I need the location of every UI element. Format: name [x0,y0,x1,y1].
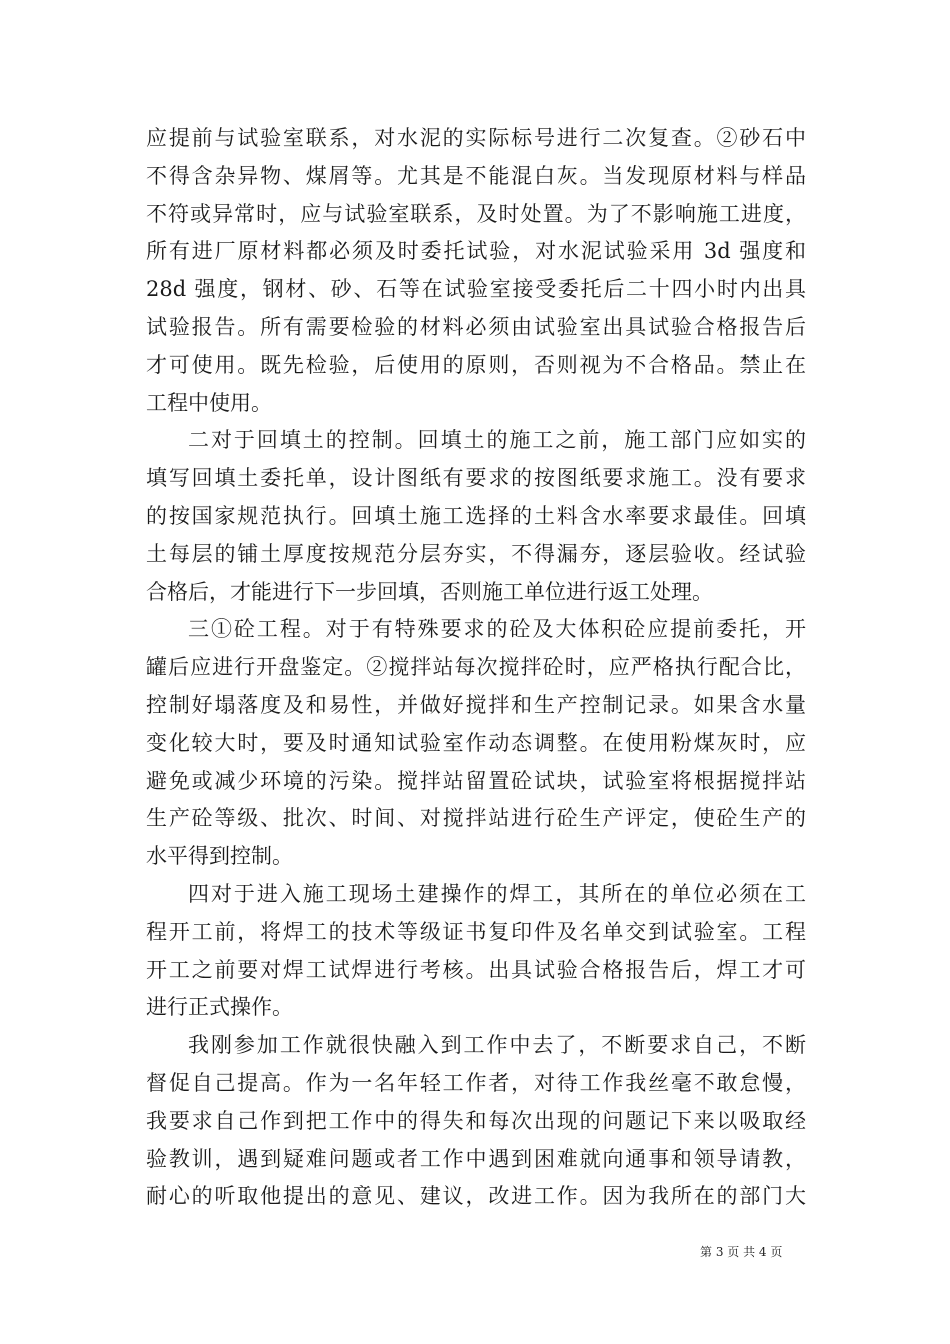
text-line: 水平得到控制。 [146,844,293,869]
page-number-footer: 第 3 页 共 4 页 [700,1245,783,1259]
text-line: 应提前与试验室联系，对水泥的实际标号进行二次复查。②砂石中 [146,126,806,150]
text-line: 我刚参加工作就很快融入到工作中去了，不断要求自己，不断 [188,1033,806,1058]
paragraph-5 [146,1027,806,1216]
text-line: 控制好塌落度及和易性，并做好搅拌和生产控制记录。如果含水量 [146,692,806,717]
text-line: 28d 强度，钢材、砂、石等在试验室接受委托后二十四小时内出具 [146,277,806,302]
text-line: 二对于回填土的控制。回填土的施工之前，施工部门应如实的 [188,428,806,453]
text-line: 我要求自己作到把工作中的得失和每次出现的问题记下来以吸取经 [146,1108,806,1133]
text-line: 的按国家规范执行。回填土施工选择的土料含水率要求最佳。回填 [146,503,806,528]
text-line: 合格后，才能进行下一步回填，否则施工单位进行返工处理。 [146,579,713,604]
text-line: 进行正式操作。 [146,995,293,1020]
paragraph-2 [146,422,806,611]
text-line: 工程中使用。 [146,390,272,415]
text-line: 开工之前要对焊工试焊进行考核。出具试验合格报告后，焊工才可 [146,957,806,982]
text-line: 不符或异常时，应与试验室联系，及时处置。为了不影响施工进度， [146,201,806,226]
text-line: 避免或减少环境的污染。搅拌站留置砼试块，试验室将根据搅拌站 [146,768,806,793]
text-line: 督促自己提高。作为一名年轻工作者，对待工作我丝毫不敢怠慢， [146,1070,806,1095]
text-line: 三①砼工程。对于有特殊要求的砼及大体积砼应提前委托，开 [188,617,806,642]
text-line: 四对于进入施工现场土建操作的焊工，其所在的单位必须在工 [188,881,806,906]
text-line: 试验报告。所有需要检验的材料必须由试验室出具试验合格报告后 [146,314,806,339]
text-line: 所有进厂原材料都必须及时委托试验，对水泥试验采用 3d 强度和 [146,239,806,264]
paragraph-4 [146,876,806,1027]
text-line: 验教训，遇到疑难问题或者工作中遇到困难就向通事和领导请教， [146,1146,806,1171]
text-line: 耐心的听取他提出的意见、建议，改进工作。因为我所在的部门大 [146,1184,806,1209]
text-line: 程开工前，将焊工的技术等级证书复印件及名单交到试验室。工程 [146,919,806,944]
text-line: 生产砼等级、批次、时间、对搅拌站进行砼生产评定，使砼生产的 [146,806,806,831]
text-line: 罐后应进行开盘鉴定。②搅拌站每次搅拌砼时，应严格执行配合比， [146,655,806,680]
paragraph-1 [146,120,806,422]
text-line: 土每层的铺土厚度按规范分层夯实，不得漏夯，逐层验收。经试验 [146,541,806,566]
text-line: 不得含杂异物、煤屑等。尤其是不能混白灰。当发现原材料与样品 [146,163,806,188]
text-line: 填写回填土委托单，设计图纸有要求的按图纸要求施工。没有要求 [146,466,806,491]
text-line: 才可使用。既先检验，后使用的原则，否则视为不合格品。禁止在 [146,352,806,377]
text-line: 变化较大时，要及时通知试验室作动态调整。在使用粉煤灰时，应 [146,730,806,755]
paragraph-3 [146,611,806,876]
document-body [146,120,806,1216]
